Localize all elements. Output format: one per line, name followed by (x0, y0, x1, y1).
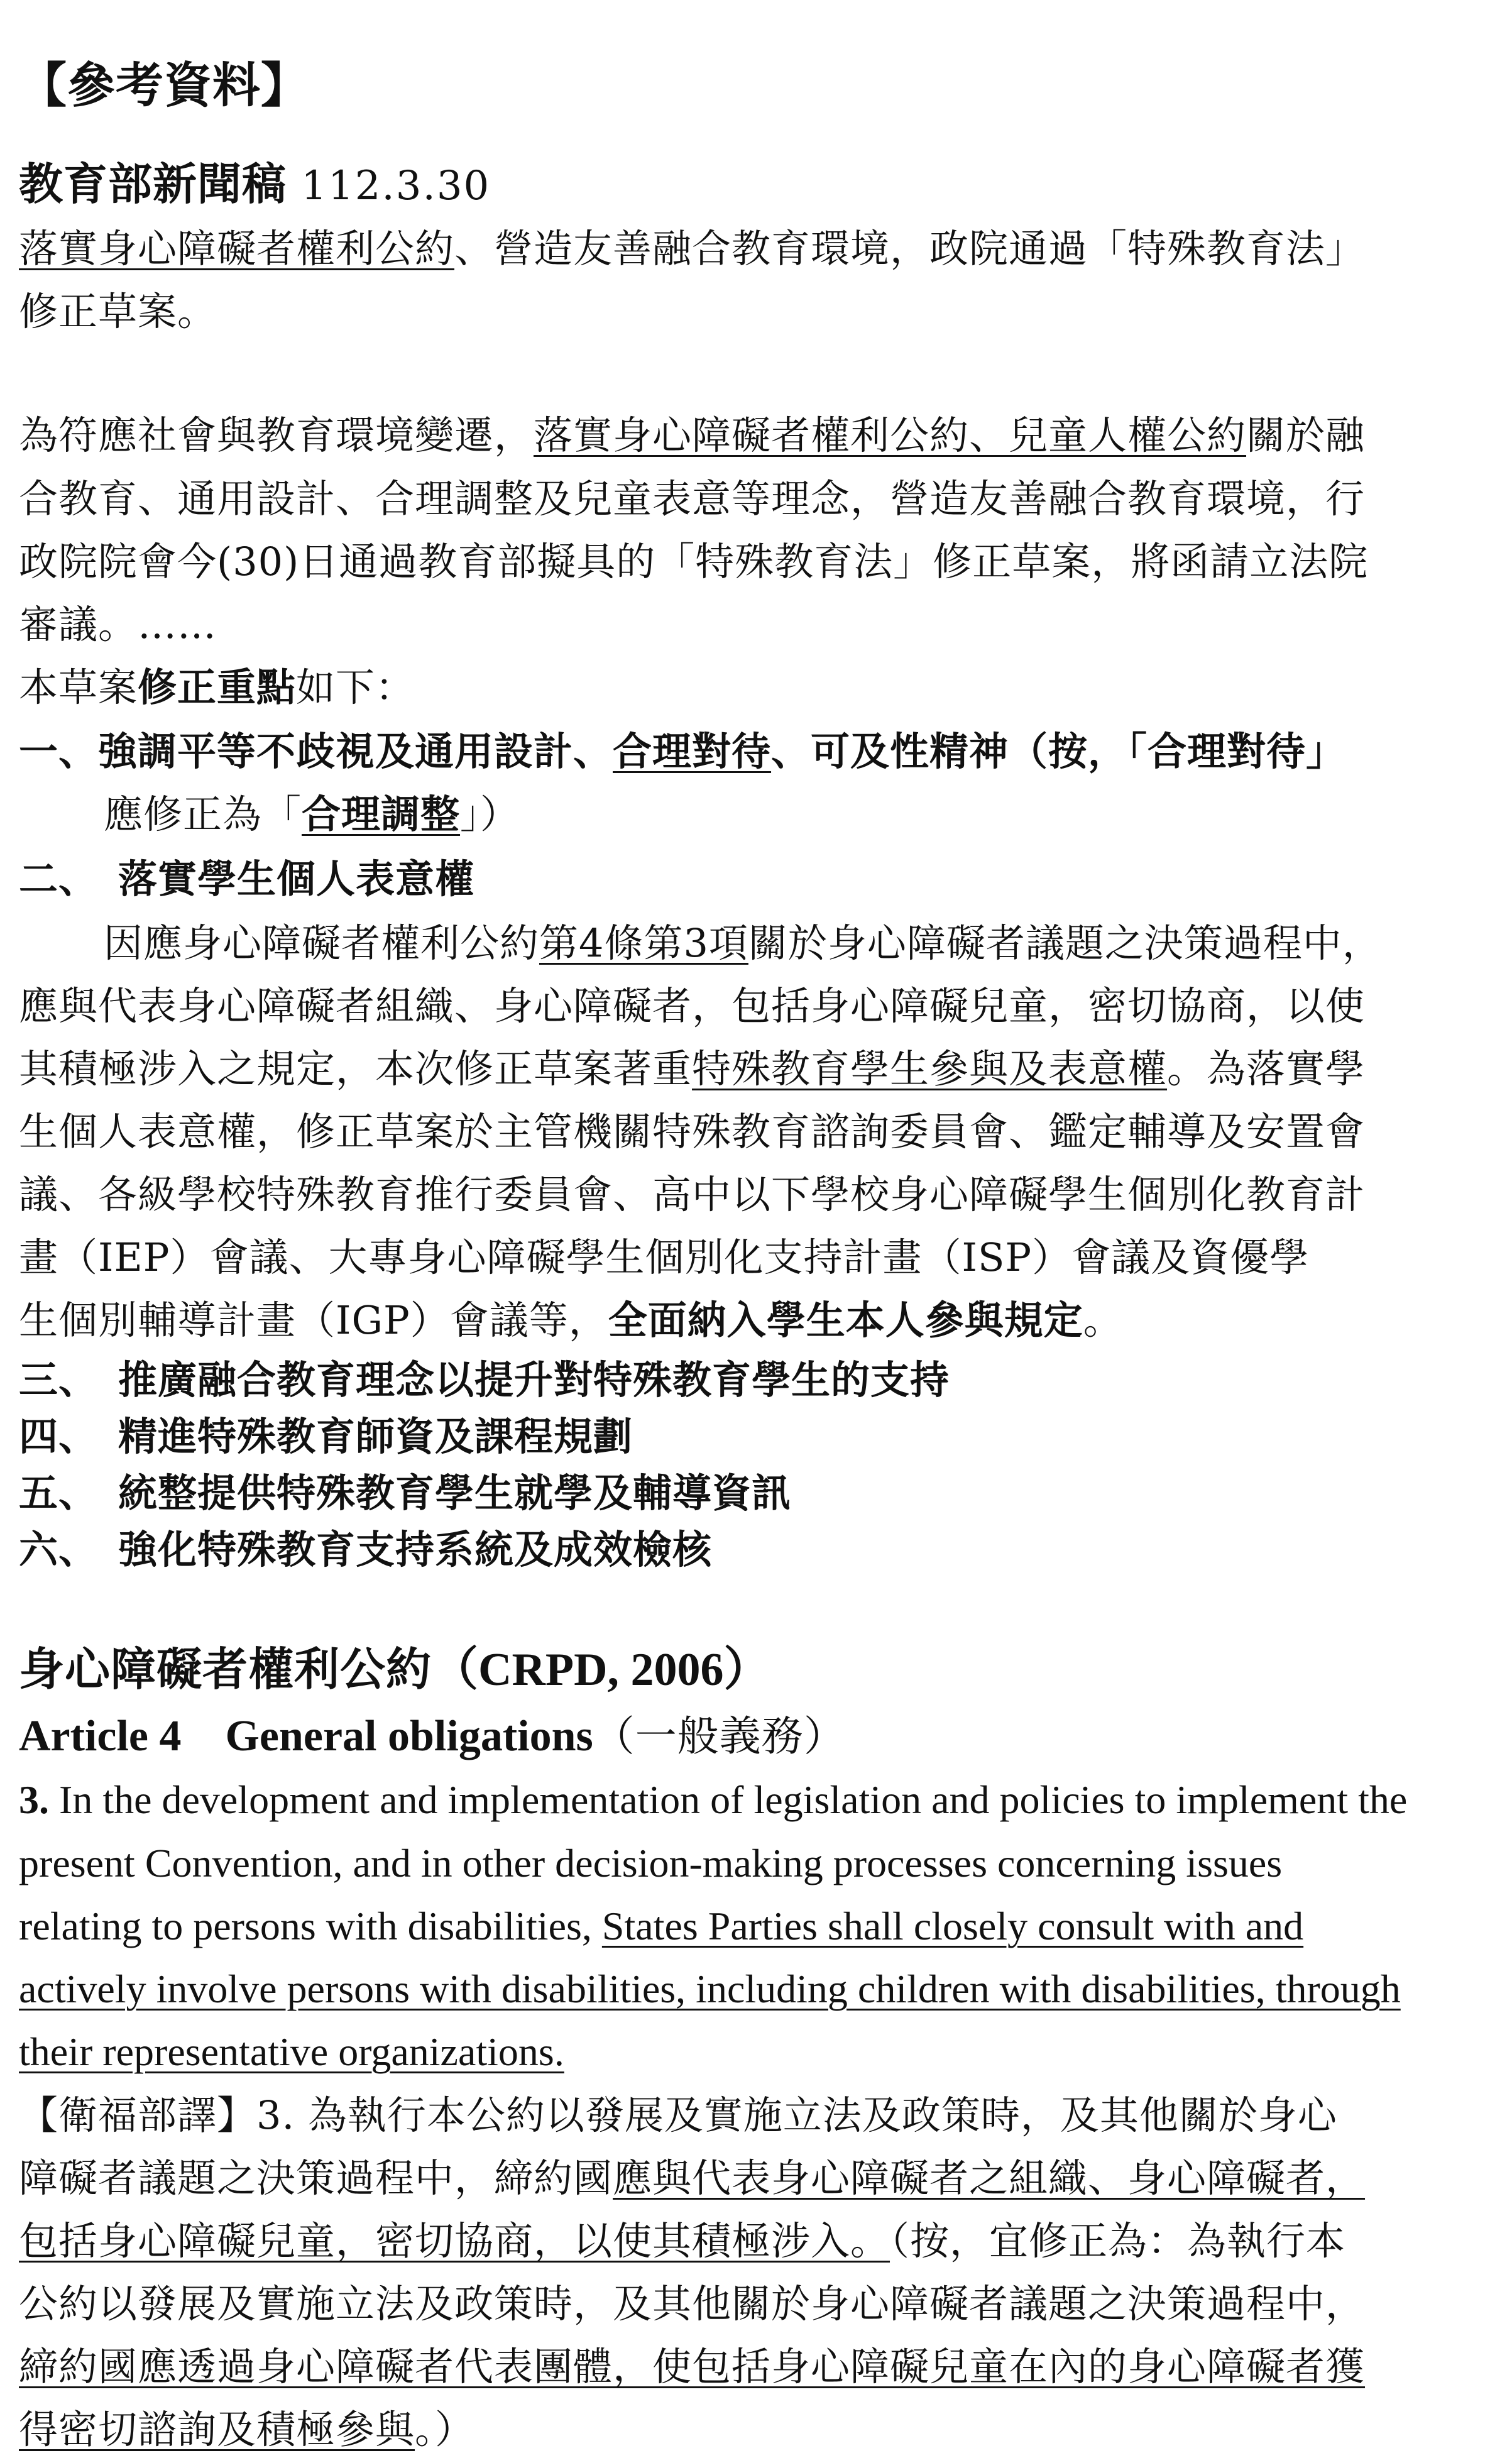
point-1-b: 、可及性精神（按，「 (771, 728, 1148, 774)
point-1-c: 合理對待 (1148, 728, 1307, 774)
article-zh: （一般義務） (593, 1712, 846, 1760)
focus-intro (19, 664, 415, 710)
t-l2-underlined: 應與代表身心障礙者之組織、身心障礙者， (613, 2155, 1366, 2201)
p2-l3-b: 。為落實學 (1167, 1046, 1366, 1092)
paragraph-1-line4: 審議。…… (19, 601, 217, 647)
crpd-l3-underlined: States Parties shall closely consult with and (601, 1904, 1304, 1948)
focus-bold: 修正重點 (138, 664, 297, 710)
point-2-line1 (104, 920, 1382, 966)
translation-line2 (19, 2155, 1366, 2201)
crpd-text-line3 (19, 1906, 1303, 1946)
p2-l7-c: 。 (1083, 1297, 1123, 1343)
point-1-underlined: 合理對待 (613, 728, 772, 774)
focus-post: 如下： (296, 664, 415, 710)
headline-rest: 、營造友善融合教育環境，政院通過「特殊教育法」 (454, 226, 1366, 272)
paragraph-1-line2: 合教育、通用設計、合理調整及兒童表意等理念，營造友善融合教育環境，行 (19, 476, 1366, 522)
point-2-line4: 生個人表意權，修正草案於主管機關特殊教育諮詢委員會、鑑定輔導及安置會 (19, 1109, 1366, 1155)
paragraph-1-line1 (19, 412, 1366, 458)
p1-text-b: 關於融 (1246, 412, 1366, 458)
crpd-text-line2: present Convention, and in other decision-making processes concerning issues (19, 1841, 1283, 1885)
point-2-line2: 應與代表身心障礙者組織、身心障礙者，包括身心障礙兒童，密切協商，以使 (19, 983, 1366, 1029)
focus-pre: 本草案 (19, 664, 138, 710)
point-2-line5: 議、各級學校特殊教育推行委員會、高中以下學校身心障礙學生個別化教育計 (19, 1171, 1366, 1217)
p2-l1-underlined: 第4條第3項 (539, 920, 748, 966)
point-1-l2-a: 應修正為「 (104, 791, 302, 837)
point-4: 四、 精進特殊教育師資及課程規劃 (19, 1413, 633, 1459)
point-1-line2 (104, 791, 520, 837)
point-3: 三、 推廣融合教育理念以提升對特殊教育學生的支持 (19, 1357, 950, 1403)
crpd-title (19, 1642, 770, 1696)
p2-l1-b: 關於身心障礙者議題之決策過程中， (748, 920, 1382, 966)
translation-line4: 公約以發展及實施立法及政策時，及其他關於身心障礙者議題之決策過程中， (19, 2281, 1366, 2327)
crpd-item-number: 3. (19, 1777, 49, 1822)
p2-l3-underlined: 特殊教育學生參與及表意權 (692, 1046, 1168, 1092)
point-2-line3 (19, 1046, 1366, 1092)
translation-line6 (19, 2406, 475, 2452)
crpd-title-zh: 身心障礙者權利公約 (19, 1642, 432, 1696)
press-date: 112.3.30 (301, 163, 491, 209)
headline-underlined: 落實身心障礙者權利公約 (19, 226, 455, 272)
p2-l3-a: 其積極涉入之規定，本次修正草案著重 (19, 1046, 693, 1092)
crpd-l1: In the development and implementation of legislation and policies to implement the (49, 1777, 1408, 1822)
p2-l1-a: 因應身心障礙者權利公約 (104, 920, 540, 966)
translation-line3 (19, 2218, 1346, 2264)
t-l6-b: 。） (415, 2406, 475, 2452)
crpd-text-line1 (19, 1777, 1408, 1822)
t-l3-b: （按，宜修正為：為執行本 (890, 2218, 1346, 2264)
point-1 (19, 728, 1346, 774)
crpd-text-line5: their representative organizations. (19, 2029, 564, 2074)
point-1-l2-underlined: 合理調整 (302, 791, 461, 837)
crpd-l3-a: relating to persons with disabilities, (19, 1904, 602, 1948)
press-headline (19, 226, 1366, 272)
crpd-article (19, 1712, 846, 1760)
point-2-line6: 畫（IEP）會議、大專身心障礙學生個別化支持計畫（ISP）會議及資優學 (19, 1234, 1310, 1280)
t-l2-a: 障礙者議題之決策過程中，締約國 (19, 2155, 613, 2201)
p1-underlined: 落實身心障礙者權利公約、兒童人權公約 (534, 412, 1247, 458)
point-1-l2-b: 」） (460, 791, 520, 837)
point-2-line7 (19, 1297, 1123, 1343)
point-2-title: 二、 落實學生個人表意權 (19, 856, 475, 902)
p2-l7-a: 生個別輔導計畫（IGP）會議等， (19, 1297, 608, 1343)
article-en: Article 4 General obligations (19, 1712, 593, 1760)
point-5: 五、 統整提供特殊教育學生就學及輔導資訊 (19, 1470, 792, 1516)
crpd-text-line4: actively involve persons with disabilities, including children with disabilities, through (19, 1967, 1401, 2011)
press-source: 教育部新聞稿 (19, 158, 287, 210)
point-1-d: 」 (1306, 728, 1346, 774)
paragraph-1-line3: 政院院會今(30)日通過教育部擬具的「特殊教育法」修正草案，將函請立法院 (19, 539, 1369, 584)
t-l3-underlined: 包括身心障礙兒童，密切協商，以使其積極涉入。 (19, 2218, 890, 2264)
press-headline-line2: 修正草案。 (19, 288, 217, 334)
crpd-title-en: （CRPD, 2006） (432, 1644, 770, 1696)
t-l6-underlined: 得密切諮詢及積極參與 (19, 2406, 415, 2452)
p2-l7-bold: 全面納入學生本人參與規定 (608, 1297, 1083, 1343)
point-6: 六、 強化特殊教育支持系統及成效檢核 (19, 1527, 713, 1572)
translation-line1: 【衛福部譯】3. 為執行本公約以發展及實施立法及政策時，及其他關於身心 (19, 2092, 1337, 2138)
press-release-heading (19, 158, 491, 210)
p1-text-a: 為符應社會與教育環境變遷， (19, 412, 534, 458)
point-1-a: 一、強調平等不歧視及通用設計、 (19, 728, 613, 774)
translation-line5: 締約國應透過身心障礙者代表團體，使包括身心障礙兒童在內的身心障礙者獲 (19, 2344, 1366, 2389)
reference-label: 【參考資料】 (19, 57, 309, 113)
